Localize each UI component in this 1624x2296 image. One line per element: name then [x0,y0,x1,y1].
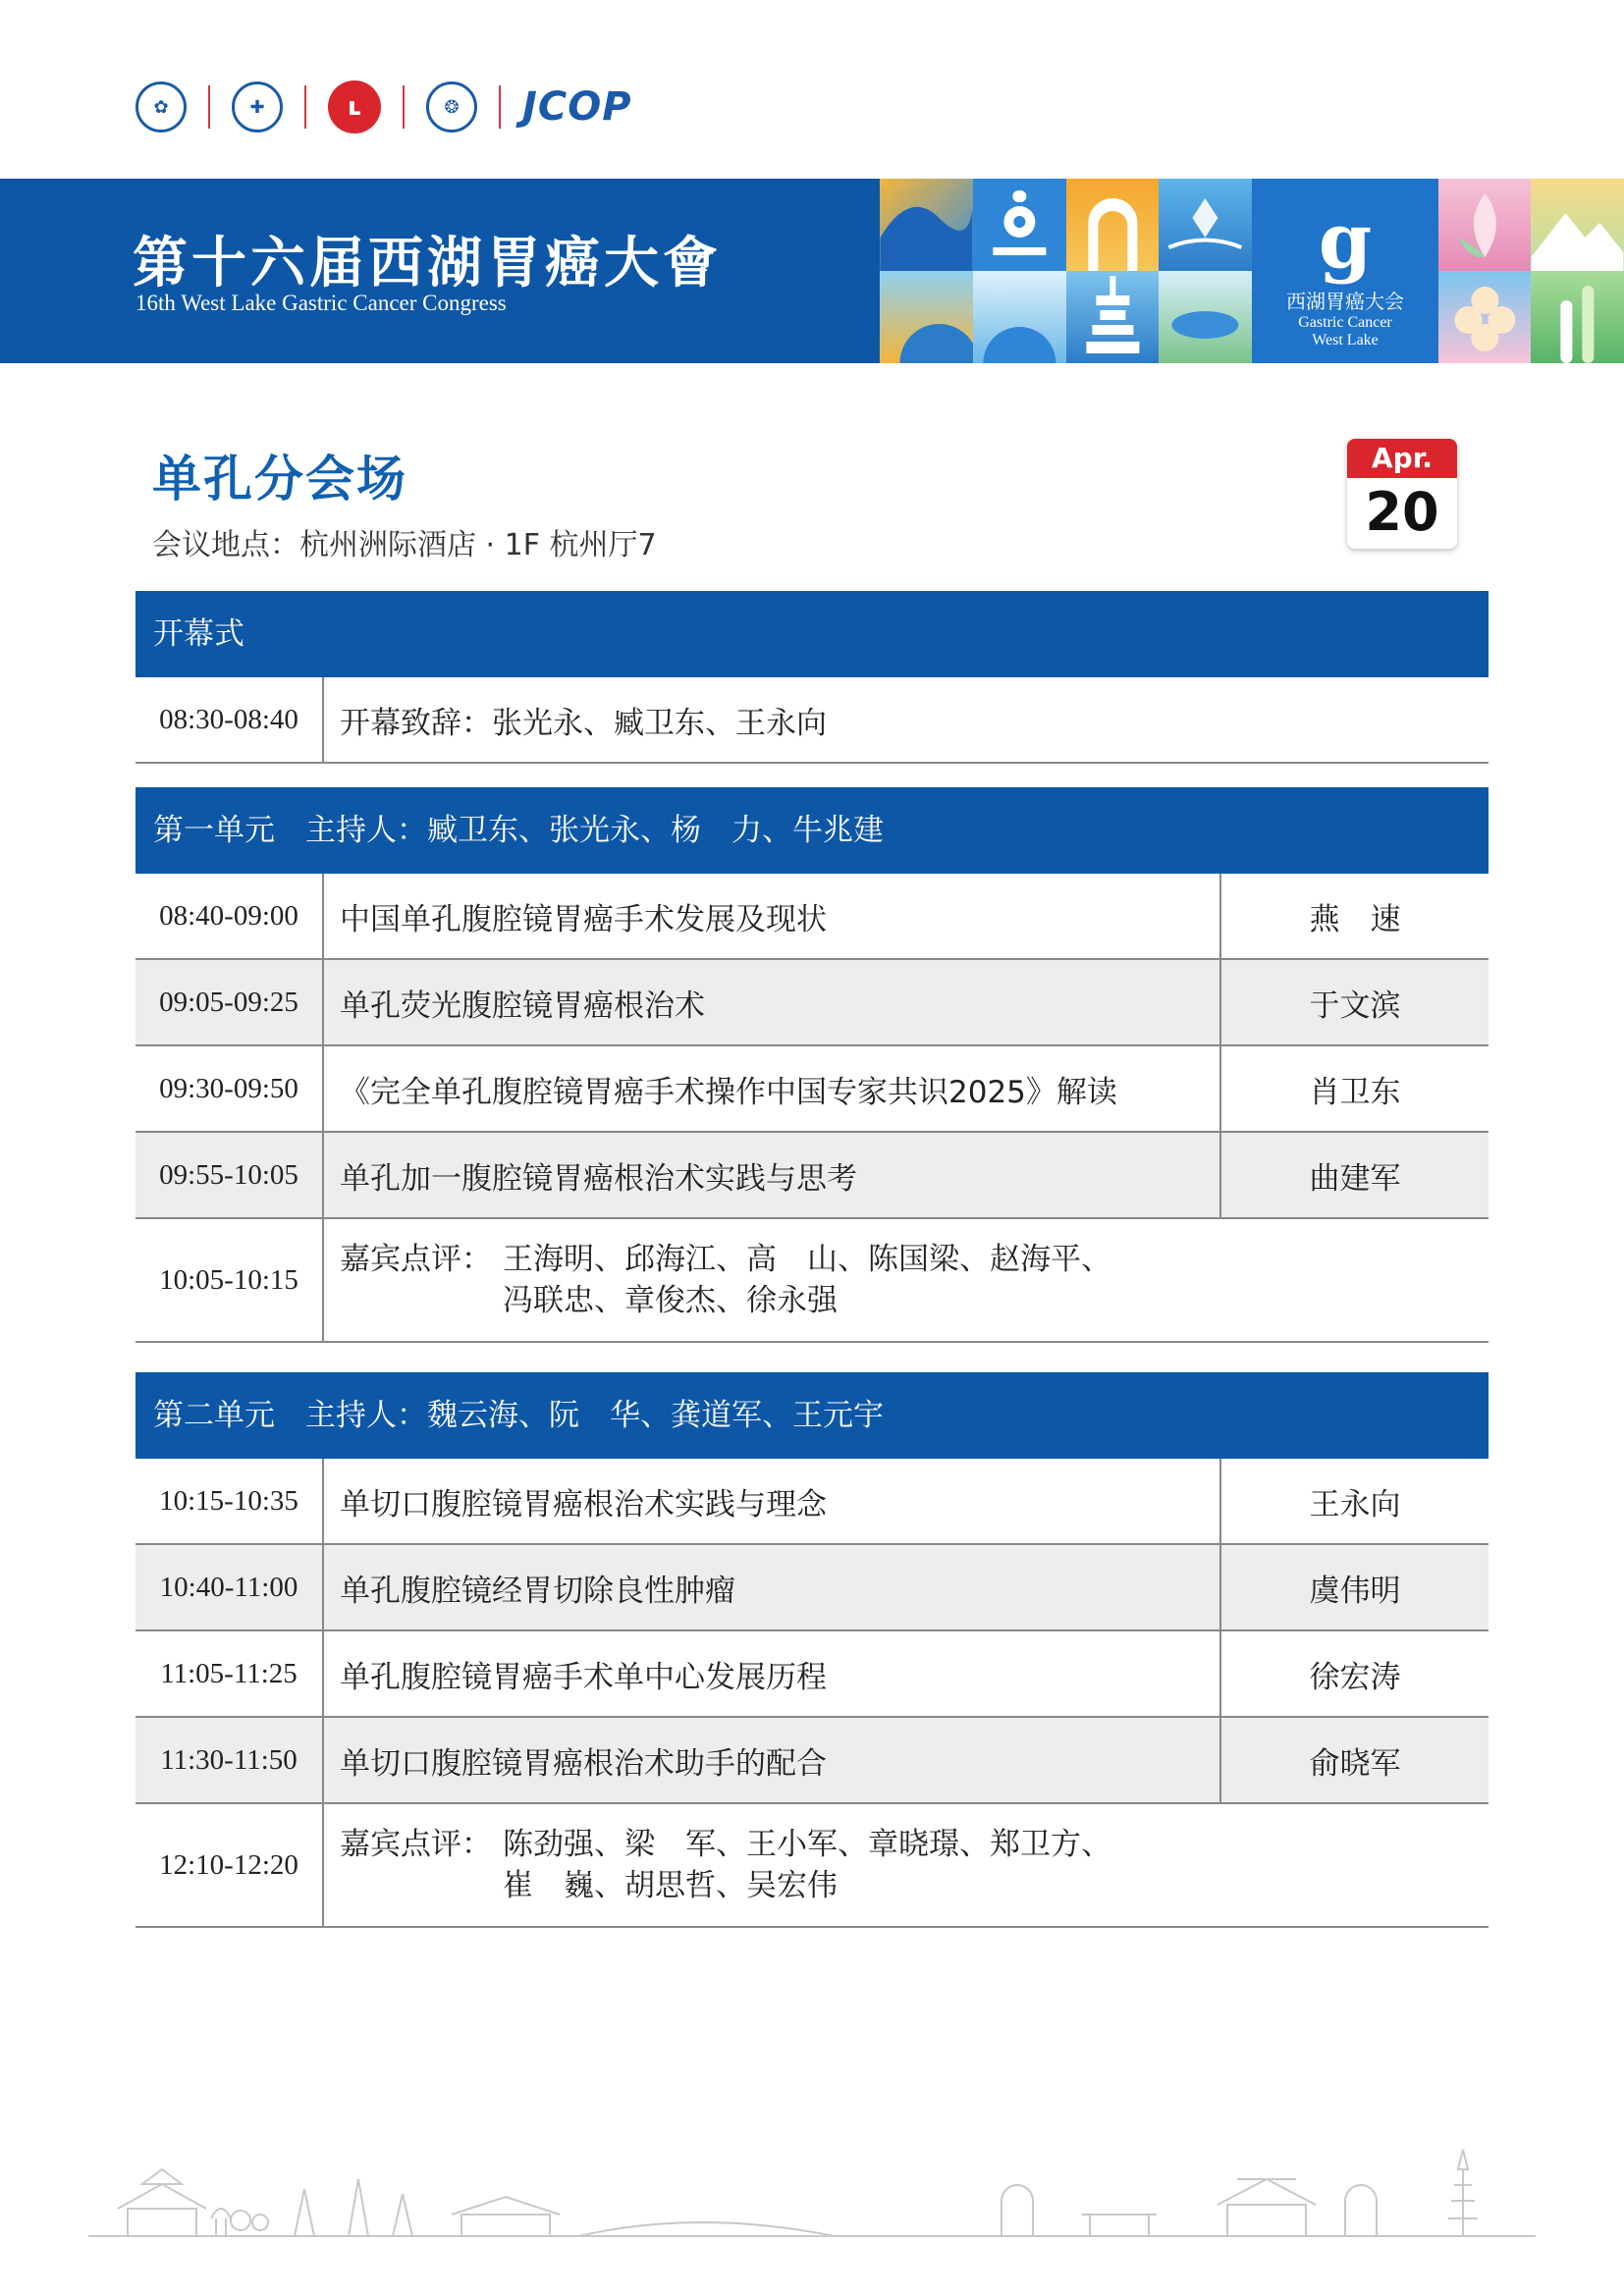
session-topic: 《完全单孔腹腔镜胃癌手术操作中国专家共识2025》解读 [340,1074,1117,1110]
art-lake-tile [1159,271,1252,363]
logo-divider [208,85,210,129]
session-topic: 单切口腹腔镜胃癌根治术实践与理念 [340,1486,827,1522]
session-time: 09:55-10:05 [135,1133,324,1217]
session-topic: 中国单孔腹腔镜胃癌手术发展及现状 [340,901,827,937]
schedule-row [135,1718,1489,1804]
venue-location: 会议地点：杭州洲际酒店 · 1F 杭州厅7 [152,528,657,562]
section-header-unit-2: 第二单元 主持人：魏云海、阮 华、龚道军、王元宇 [135,1372,1489,1459]
session-topic: 单孔腹腔镜经胃切除良性肿瘤 [340,1573,735,1609]
session-speaker: 曲建军 [1219,1133,1489,1217]
congress-subtitle: 16th West Lake Gastric Cancer Congress [135,291,507,315]
session-time: 10:15-10:35 [135,1459,324,1543]
session-time: 11:05-11:25 [135,1631,324,1716]
session-speaker: 燕 速 [1219,874,1489,958]
congress-brand-mark [1253,179,1437,363]
art-flower-tile [1438,271,1532,363]
congress-title: 第十六届西湖胃癌大會 [133,231,722,295]
schedule-row [135,1133,1489,1219]
art-mountain-tile [1531,179,1624,271]
session-topic: 单切口腹腔镜胃癌根治术助手的配合 [340,1745,827,1782]
comment-panelists-line-1: 陈劲强、梁 军、王小军、章晓璟、郑卫方、 [503,1827,1111,1862]
art-circle-tile [973,271,1066,363]
section-header-opening: 开幕式 [135,591,1489,677]
session-speaker: 俞晓军 [1219,1718,1489,1802]
guest-comment-row [135,1804,1489,1928]
schedule-row [135,874,1489,960]
schedule-row [135,677,1489,764]
comment-panelists-line-2: 冯联忠、章俊杰、徐永强 [503,1283,838,1318]
hospital-logo-1: ✿ [135,81,187,133]
footer-skyline-illustration [88,2140,1536,2248]
section-header-unit-1: 第一单元 主持人：臧卫东、张光永、杨 力、牛兆建 [135,787,1489,874]
schedule-row [135,1545,1489,1631]
date-calendar-badge [1347,439,1457,549]
brand-cn-name: 西湖胃癌大会 [1286,290,1404,313]
logo-divider [304,85,306,129]
date-day: 20 [1365,481,1439,543]
schedule-row [135,960,1489,1046]
art-lotus-tile [1438,179,1532,271]
session-time: 12:10-12:20 [135,1804,324,1926]
comment-label: 嘉宾点评： [340,1827,492,1862]
guest-comment [324,1219,1489,1341]
hospital-logo-3: ʟ [328,80,381,133]
session-speaker: 于文滨 [1219,960,1489,1044]
logo-divider [499,85,501,129]
session-topic: 单孔加一腹腔镜胃癌根治术实践与思考 [340,1160,857,1197]
guest-comment-row [135,1219,1489,1343]
session-time: 08:40-09:00 [135,874,324,958]
comment-panelists-line-1: 王海明、邱海江、高 山、陈国梁、赵海平、 [503,1242,1111,1277]
session-speaker: 王永向 [1219,1459,1489,1543]
session-time: 10:40-11:00 [135,1545,324,1629]
logo-divider [403,85,405,129]
art-water-tile [1159,179,1252,271]
session-topic: 开幕致辞：张光永、臧卫东、王永向 [340,705,827,741]
brand-en-name-1: Gastric Cancer [1298,314,1392,331]
date-month: Apr. [1347,439,1457,478]
art-bamboo-tile [1531,271,1624,363]
schedule-row [135,1459,1489,1545]
session-time: 08:30-08:40 [135,677,324,762]
guest-comment [324,1804,1489,1926]
session-time: 10:05-10:15 [135,1219,324,1341]
schedule-row [135,1046,1489,1133]
session-time: 09:30-09:50 [135,1046,324,1131]
venue-title: 单孔分会场 [152,450,407,507]
hospital-logo-2: ✚ [232,81,283,133]
schedule-row [135,1631,1489,1718]
art-tower-tile [1066,271,1160,363]
session-speaker: 虞伟明 [1219,1545,1489,1629]
sponsor-logos [135,77,632,137]
session-time: 11:30-11:50 [135,1718,324,1802]
hospital-logo-4: ❂ [426,81,477,133]
art-arch-tile [1066,179,1160,271]
art-pagoda-tile [973,179,1066,271]
session-topic: 单孔荧光腹腔镜胃癌根治术 [340,988,705,1024]
comment-panelists-line-2: 崔 巍、胡思哲、吴宏伟 [503,1868,838,1903]
banner-artwork [880,179,1624,363]
jcop-logo: JCOP [522,84,632,130]
session-speaker: 徐宏涛 [1219,1631,1489,1716]
brand-logo-mark: g [1318,196,1373,286]
session-time: 09:05-09:25 [135,960,324,1044]
comment-label: 嘉宾点评： [340,1242,492,1277]
session-topic: 单孔腹腔镜胃癌手术单中心发展历程 [340,1659,827,1695]
brand-en-name-2: West Lake [1312,332,1379,348]
art-sun-tile [880,271,973,363]
art-wave-tile [880,179,973,271]
session-speaker: 肖卫东 [1219,1046,1489,1131]
